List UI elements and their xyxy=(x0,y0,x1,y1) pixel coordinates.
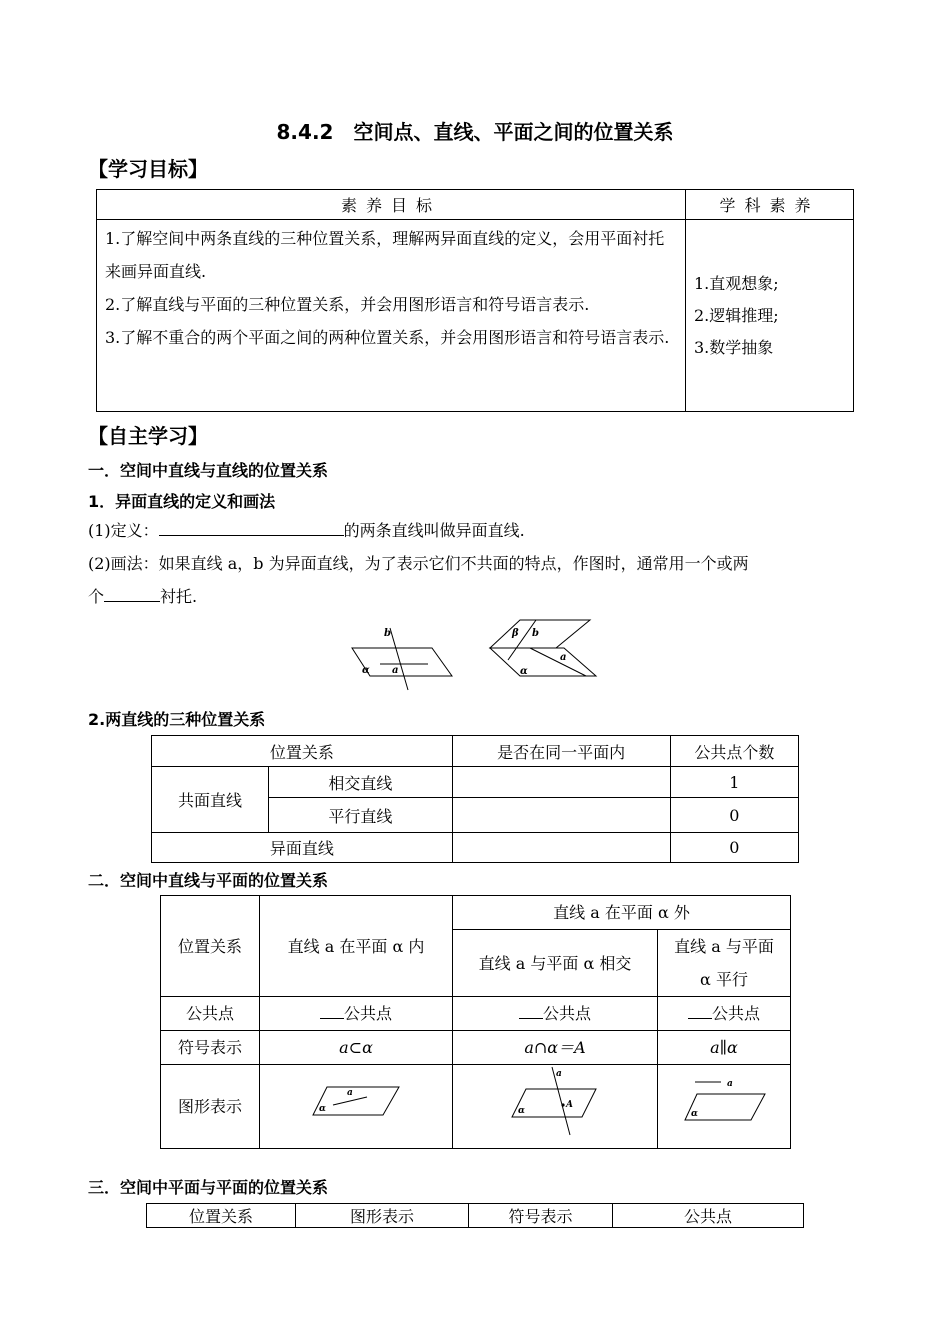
figure-line-in-plane xyxy=(311,1081,401,1121)
lp-figure-parallel xyxy=(658,1065,791,1149)
lp-figure-in xyxy=(260,1065,453,1149)
goals-list xyxy=(97,220,686,412)
plane-plane-table xyxy=(146,1203,804,1228)
drawing-method xyxy=(88,547,868,613)
label-alpha: α xyxy=(362,665,370,676)
lp-row-common: 公共点 xyxy=(161,997,260,1031)
lines-skew-coplanar-cell[interactable] xyxy=(452,833,670,863)
figure-label-A: A xyxy=(566,1100,573,1110)
sub2-heading: 2.两直线的三种位置关系 xyxy=(88,710,266,729)
lines-intersect-count: 1 xyxy=(670,767,798,798)
part3-heading: 三．空间中平面与平面的位置关系 xyxy=(88,1178,329,1197)
lp-common-intersect-text: 公共点 xyxy=(542,1004,591,1023)
figure-point-A xyxy=(561,1103,564,1106)
lines-header-common: 公共点个数 xyxy=(670,736,798,767)
sub1-heading: 1．异面直线的定义和画法 xyxy=(88,492,276,511)
pp-header-symbol: 符号表示 xyxy=(469,1204,613,1228)
literacy-item: 3.数学抽象 xyxy=(694,337,774,357)
figure-label-alpha2: α xyxy=(518,1106,525,1116)
goals-header-target: 素养目标 xyxy=(97,190,686,220)
label-b: b xyxy=(384,628,391,639)
lp-common-parallel-blank[interactable] xyxy=(688,1002,712,1019)
lines-group-coplanar: 共面直线 xyxy=(152,767,269,833)
definition-prefix: (1)定义： xyxy=(88,521,159,540)
label-b2: b xyxy=(532,628,539,639)
plane-alpha2-shape xyxy=(490,648,596,676)
lp-symbol-in: a⊂α xyxy=(260,1031,453,1065)
goals-header-literacy: 学科素养 xyxy=(686,190,854,220)
lp-header-parallel: 直线 a 与平面 α 平行 xyxy=(658,930,791,997)
lp-common-parallel-text: 公共点 xyxy=(711,1004,760,1023)
goal-item: 1.了解空间中两条直线的三种位置关系，理解两异面直线的定义，会用平面衬托来画异面直线. xyxy=(105,229,665,281)
figure-label-a3: a xyxy=(727,1079,733,1089)
lp-header-intersect: 直线 a 与平面 α 相交 xyxy=(453,930,658,997)
figure-line-parallel-plane xyxy=(679,1076,769,1126)
goals-table xyxy=(96,189,854,412)
lp-common-in-text: 公共点 xyxy=(343,1004,392,1023)
lines-parallel-count: 0 xyxy=(670,798,798,833)
lp-header-out: 直线 a 在平面 α 外 xyxy=(453,896,791,930)
lp-row-symbol: 符号表示 xyxy=(161,1031,260,1065)
lines-row-parallel: 平行直线 xyxy=(269,798,453,833)
label-beta: β xyxy=(512,628,519,639)
page-title: 8.4.2 空间点、直线、平面之间的位置关系 xyxy=(276,120,674,144)
lp-common-in-blank[interactable] xyxy=(320,1002,344,1019)
section-self-study: 【自主学习】 xyxy=(88,424,208,448)
lp-figure-intersect xyxy=(453,1065,658,1149)
drawing-prefix: 个 xyxy=(88,587,105,606)
line-a2 xyxy=(530,648,586,676)
label-alpha2: α xyxy=(520,666,528,677)
section-learning-goals: 【学习目标】 xyxy=(88,157,208,181)
literacy-item: 2.逻辑推理; xyxy=(694,305,779,325)
figure-label-a2: a xyxy=(556,1069,562,1079)
lp-row-figure: 图形表示 xyxy=(161,1065,260,1149)
lp-common-in xyxy=(260,997,453,1031)
lp-symbol-parallel: a∥α xyxy=(658,1031,791,1065)
lp-header-in: 直线 a 在平面 α 内 xyxy=(260,896,453,997)
lp-common-intersect xyxy=(453,997,658,1031)
figure-label-alpha: α xyxy=(319,1104,326,1114)
lines-row-skew: 异面直线 xyxy=(152,833,453,863)
lp-common-parallel xyxy=(658,997,791,1031)
drawing-blank[interactable] xyxy=(104,585,160,602)
lp-common-intersect-blank[interactable] xyxy=(519,1002,543,1019)
part1-heading: 一．空间中直线与直线的位置关系 xyxy=(88,461,329,480)
goal-item: 2.了解直线与平面的三种位置关系，并会用图形语言和符号语言表示. xyxy=(105,295,590,314)
lines-header-relation: 位置关系 xyxy=(152,736,453,767)
lines-row-intersect: 相交直线 xyxy=(269,767,453,798)
drawing-method-line2 xyxy=(88,580,868,613)
lines-skew-count: 0 xyxy=(670,833,798,863)
figure-label-alpha3: α xyxy=(691,1109,698,1119)
pp-header-figure: 图形表示 xyxy=(296,1204,469,1228)
figure-label-a: a xyxy=(347,1088,353,1098)
label-a2: a xyxy=(560,652,567,663)
lines-parallel-coplanar-cell[interactable] xyxy=(452,798,670,833)
pp-header-relation: 位置关系 xyxy=(147,1204,296,1228)
lp-symbol-intersect: a∩α＝A xyxy=(453,1031,658,1065)
line-b xyxy=(390,628,408,690)
line-plane-table xyxy=(160,895,791,1149)
figure-line-intersect-plane xyxy=(510,1065,600,1137)
literacy-list xyxy=(686,220,854,412)
definition-line xyxy=(88,514,525,547)
definition-suffix: 的两条直线叫做异面直线. xyxy=(343,521,525,540)
line-b2 xyxy=(508,620,536,660)
drawing-suffix: 衬托. xyxy=(160,587,198,606)
lines-relation-table xyxy=(151,735,799,863)
pp-header-common: 公共点 xyxy=(613,1204,804,1228)
plane-beta-shape xyxy=(490,620,590,648)
lines-intersect-coplanar-cell[interactable] xyxy=(452,767,670,798)
definition-blank[interactable] xyxy=(159,519,344,536)
lp-header-relation: 位置关系 xyxy=(161,896,260,997)
label-a: a xyxy=(392,665,399,676)
lines-header-coplanar: 是否在同一平面内 xyxy=(452,736,670,767)
literacy-item: 1.直观想象; xyxy=(694,273,779,293)
figure-line-a xyxy=(333,1097,367,1105)
goal-item: 3.了解不重合的两个平面之间的两种位置关系，并会用图形语言和符号语言表示. xyxy=(105,328,670,347)
skew-lines-figure xyxy=(350,618,610,698)
drawing-method-line1: (2)画法：如果直线 a，b 为异面直线，为了表示它们不共面的特点，作图时，通常用一个或两 xyxy=(88,554,749,573)
part2-heading: 二．空间中直线与平面的位置关系 xyxy=(88,871,329,890)
